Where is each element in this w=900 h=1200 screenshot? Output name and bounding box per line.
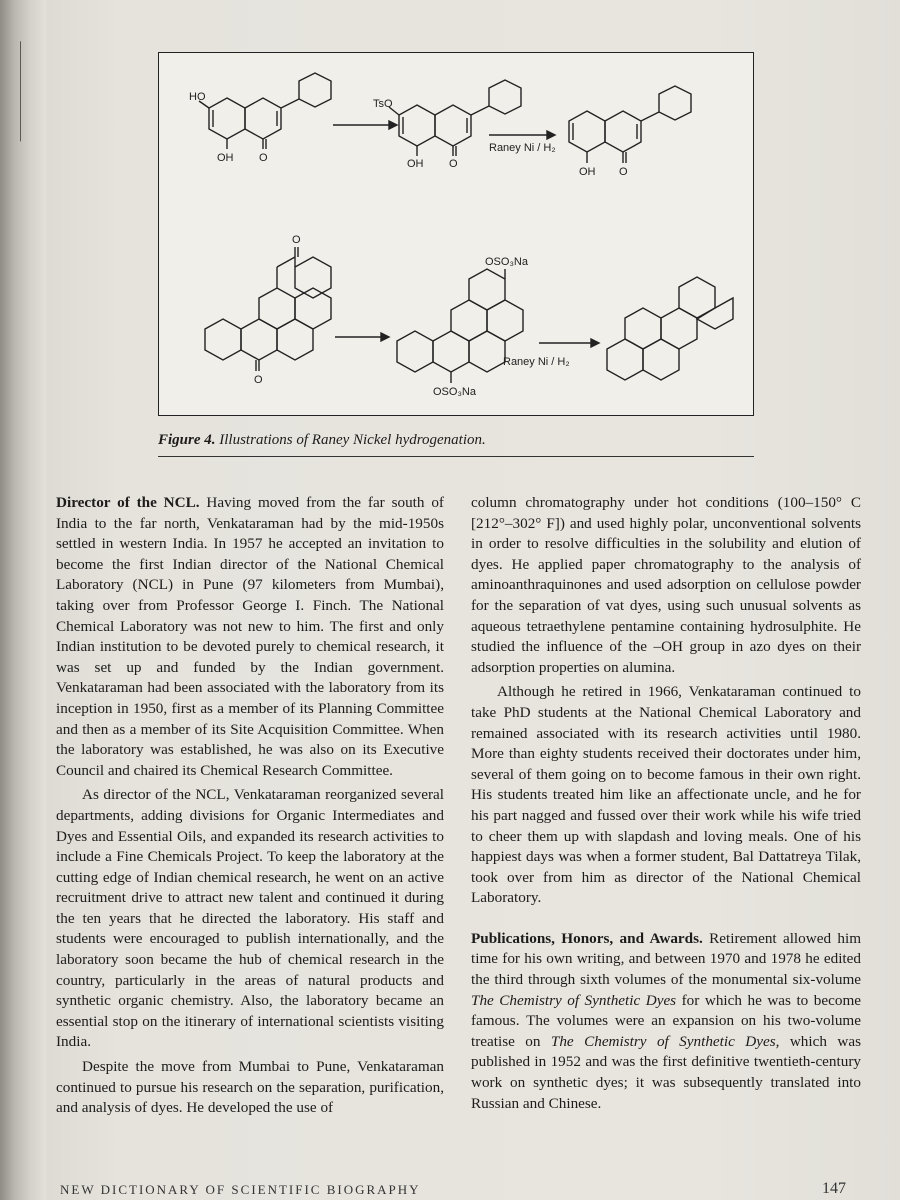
left-column: [56, 493, 444, 1119]
paragraph-publications: [471, 929, 861, 1114]
ring-a1: [209, 98, 245, 139]
label-oh-3: OH: [579, 166, 596, 178]
section-heading-publications: Publications, Honors, and Awards.: [471, 929, 703, 947]
label-oso3na-top: OSO₃Na: [485, 256, 528, 268]
label-tso: TsO: [373, 98, 393, 110]
section-heading-director: Director of the NCL.: [56, 494, 200, 511]
label-o-5: O: [254, 374, 263, 386]
paragraph-reorganized: As director of the NCL, Venkataraman reorganized several departments, adding divisions for Organic Intermediates and Dyes and Essential Oils, and expanded its research activities to include a Fine Chemicals Project. To keep the laboratory at the cutting edge of Indian chemical research, he went on an active recruitment drive to attract new talent and continued it during the ten years that he directed the laboratory. His staff and students were encouraged to publish internationally, and the laboratory soon became the hub of chemical research in the country, particularly in the areas of natural products and synthetic organic chemistry. Also, the laboratory became an essential stop on the itinerary of international scientists visiting India.: [56, 786, 444, 1051]
label-raney-2: Raney Ni / H₂: [503, 356, 570, 368]
running-footer: NEW DICTIONARY OF SCIENTIFIC BIOGRAPHY: [60, 1182, 421, 1197]
book-title-2: The Chemistry of Synthetic Dyes,: [550, 1032, 780, 1050]
label-raney-1: Raney Ni / H₂: [489, 142, 556, 154]
book-title-1: The Chemistry of Synthetic Dyes: [471, 991, 677, 1009]
publications-text-a: Retirement allowed him time for his own writing, and between 1970 and 1978 he edited the third through sixth volumes of the monumental six-volume: [471, 929, 862, 989]
caption-rule: [158, 456, 754, 457]
figure-4: [158, 52, 754, 416]
ring-c1: [245, 98, 281, 139]
publications-text-b: for which he was to become famous. The volumes were an expansion on his two-volume treatise on: [471, 991, 861, 1050]
paragraph-director: [56, 493, 444, 781]
figure-caption: [158, 432, 754, 449]
reaction-scheme: [159, 53, 753, 415]
adjacent-page-edge: [2, 39, 21, 142]
paragraph-director-text: Having moved from the far south of India to the far north, Venkataraman had by the mid-1950s settled in western India. In 1957 he accepted an invitation to become the first Indian director of the National Chemical Laboratory (NCL) in Pune (97 kilometers from Mumbai), taking over from Professor George I. Finch. The National Chemical Laboratory was not new to him. The first and only Indian institution to be devoted purely to chemical research, it was set up and funded by the Indian government. Venkataraman had been associated with the laboratory from its inception in 1950, first as a member of its Planning Committee and then as a member of its Site Acquisition Committee. When the laboratory was established, he was also on its Executive Council and chaired its Chemical Research Committee.: [56, 494, 444, 779]
caption-text: Illustrations of Raney Nickel hydrogenation.: [219, 432, 486, 448]
page-number: 147: [822, 1180, 846, 1197]
label-ho: HO: [189, 91, 206, 103]
page-gutter: [0, 0, 46, 1200]
label-oh-2: OH: [407, 158, 424, 170]
paragraph-chromatography: column chromatography under hot conditions (100–150° C [212°–302° F]) and used highly polar, unconventional solvents in order to resolve difficulties in the solubility and elution of dyes. He applied paper chromatography to the analysis of aminoanthraquinones and used adsorption on cellulose powder for the separation of vat dyes, using such unusual solvents as aqueous tetraethylene pentamine containing hydrosulphite. He studied the influence of the –OH group in azo dyes on their adsorption properties on alumina.: [471, 494, 861, 676]
label-o-2: O: [449, 158, 458, 170]
label-oh-1: OH: [217, 152, 234, 164]
paragraph-retired: Although he retired in 1966, Venkataraman continued to take PhD students at the National Chemical Laboratory and remained associated with its research activities until 1980. More than eighty students received their doctorates under him, several of them going on to become famous in their own right. His students treated him like an affectionate uncle, and he for his part nagged and fussed over their work while his wife tried to cheer them up with slapdash and loving meals. One of his happiest days was when a former student, Bal Dattatreya Tilak, took over from him as director of the National Chemical Laboratory.: [471, 683, 861, 907]
label-oso3na-bottom: OSO₃Na: [433, 386, 476, 398]
publications-text-c: which was published in 1952 and was the first definitive twentieth-century work on synthetic dyes; it was subsequently translated into Russian and Chinese.: [471, 1032, 861, 1112]
label-o-1: O: [259, 152, 268, 164]
label-o-4: O: [292, 234, 301, 246]
paragraph-pune: Despite the move from Mumbai to Pune, Venkataraman continued to pursue his research on the separation, purification, and analysis of dyes. He developed the use of: [56, 1058, 444, 1117]
caption-label: Figure 4.: [158, 432, 216, 448]
right-column: [471, 493, 861, 1114]
ring-b1: [299, 73, 331, 107]
label-o-3: O: [619, 166, 628, 178]
